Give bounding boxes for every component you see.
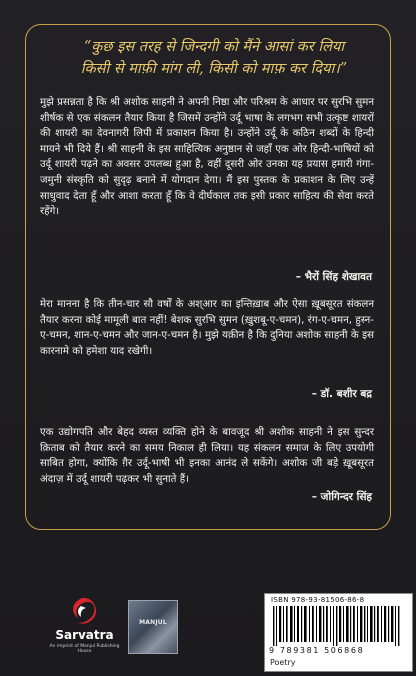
paragraph-endorsement-1: मुझे प्रसन्नता है कि श्री अशोक साहनी ने अपनी निष्ठा और परिश्रम के आधार पर सुरभि सुमन शीर्षक से एक संकलन तैयार किया है जिसमें उन्होंने उर्दू भाषा के लगभग सभी उत्कृष्ट शायरों की शायरी का देवनागरी लिपी में प्रकाशन किया है। उन्होंने उर्दू के कठिन शब्दों के हिन्दी मायने भी दिये हैं। श्री साहनी के इस साहित्यिक अनुष्ठान से जहाँ एक ओर हिन्दी-भाषियों को उर्दू शायरी पढ़ने का अवसर उपलब्ध हुआ है, वहीं दूसरी ओर उनका यह प्रयास हमारी गंगा-जमुनी संस्कृति को सुदृढ़ बनाने में योगदान देगा। मैं इस पुस्तक के प्रकाशन के लिए उन्हें साधुवाद देता हूँ और आशा करता हूँ कि वे दीर्घकाल तक इसी प्रकार साहित्य की सेवा करते रहेंगे। xyxy=(40,97,374,218)
genre-panel xyxy=(264,657,413,672)
seal-label: MANJUL xyxy=(139,619,167,626)
couplet-quote: “कुछ इस तरह से जिन्दगी को मैंने आसां कर लिया किसी से माफ़ी मांग ली, किसी को माफ़ कर दिया।” xyxy=(80,39,348,77)
paragraph-endorsement-3: एक उद्योगपति और बेहद व्यस्त व्यक्ति होने के बावजूद श्री अशोक साहनी ने इस सुन्दर क़िताब को तैयार करने का समय निकाल ही लिया। यह संकलन समाज के लिए उपयोगी साबित होगा, क्योंकि ग़ैर उर्दू-भाषी भी इनका आनंद ले सकेंगे। अशोक जी बड़े ख़ूबसूरत अंदाज़ में उर्दू शायरी पढ़कर भी सुनाते हैं। xyxy=(40,427,374,485)
signature-3: – जोगिन्दर सिंह xyxy=(311,491,372,503)
publisher-tagline: An imprint of Manjul Publishing House xyxy=(49,644,120,654)
manjul-seal xyxy=(128,600,178,654)
signature-2: – डॉ. बशीर बद्र xyxy=(311,388,372,400)
barcode-icon xyxy=(271,606,406,646)
sarvatra-swirl-icon xyxy=(66,596,98,626)
genre-label: Poetry xyxy=(270,658,296,667)
isbn-label: ISBN 978-93-81506-86-8 xyxy=(271,596,365,604)
signature-1: – भैरों सिंह शेखावत xyxy=(295,271,372,283)
barcode-panel xyxy=(264,593,413,659)
barcode-digits: 9 789381 506868 xyxy=(269,646,365,655)
publisher-name: Sarvatra xyxy=(55,628,114,642)
paragraph-endorsement-2: मेरा मानना है कि तीन-चार सौ वर्षों के अश्आर का इन्तिख़ाब और ऐसा ख़ूबसूरत संकलन तैयार करना कोई मामूली बात नहीं! बेशक सुरभि सुमन (ख़ुशबू-ए-चमन), रंग-ए-चमन, हुस्न-ए-चमन, शान-ए-चमन और जान-ए-चमन है। मुझे यक़ीन है कि दुनिया अशोक साहनी के इस कारनामे को हमेशा याद रखेगी। xyxy=(40,299,374,357)
publisher-logo xyxy=(42,596,127,656)
